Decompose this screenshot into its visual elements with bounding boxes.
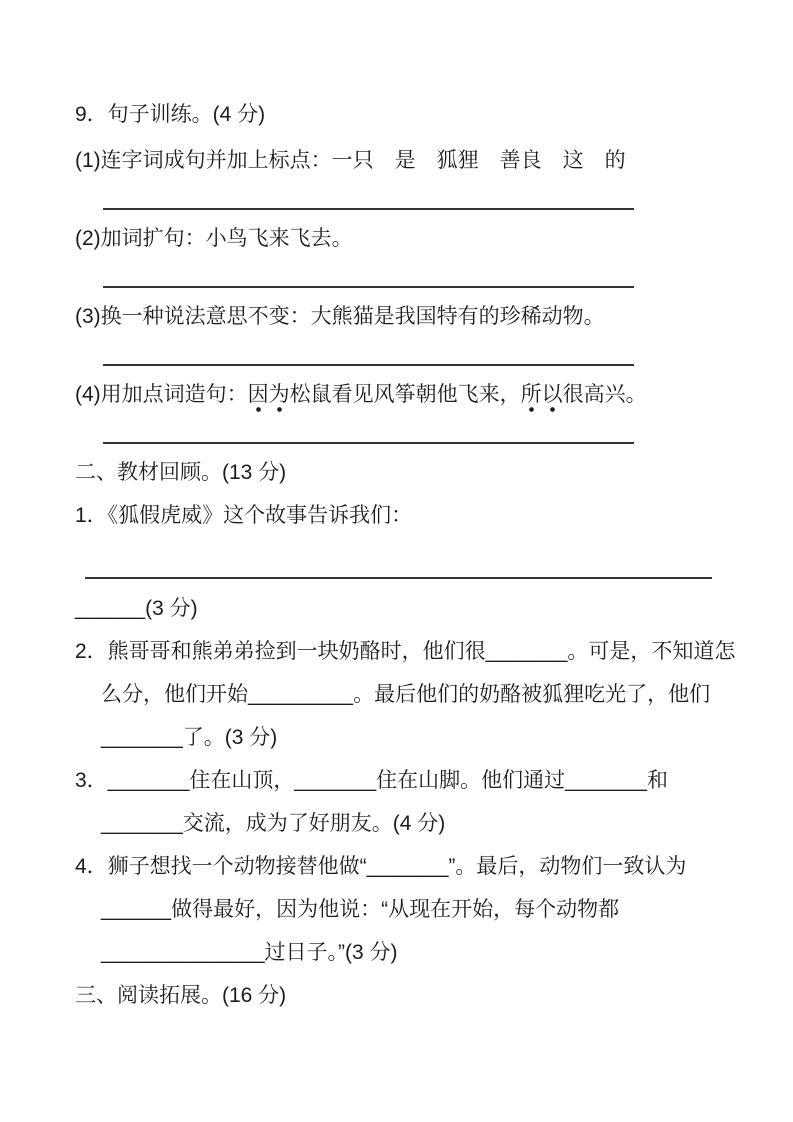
item-4-emphasized-word-2: 所以 bbox=[521, 383, 563, 412]
item-4-prefix: (4)用加点词造句： bbox=[75, 383, 248, 406]
question-9-item-1: (1)连字词成句并加上标点：一只 是 狐狸 善良 这 的 bbox=[75, 149, 626, 172]
item-4-middle-text: 松鼠看见风筝朝他飞来， bbox=[289, 383, 521, 406]
answer-line-3 bbox=[103, 364, 634, 366]
answer-line-1 bbox=[103, 208, 634, 210]
section-2-question-2: 2．熊哥哥和熊弟弟捡到一块奶酪时，他们很_______。可是，不知道怎么分，他们开始_________。最后他们的奶酪被狐狸吃光了，他们_______了。(3 分) bbox=[75, 640, 736, 749]
section-2-heading: 二、教材回顾。(13 分) bbox=[75, 461, 287, 484]
question-9-heading: 9．句子训练。(4 分) bbox=[75, 103, 266, 126]
question-9-item-2: (2)加词扩句：小鸟飞来飞去。 bbox=[75, 227, 353, 250]
section-2-question-1: 1．《狐假虎威》这个故事告诉我们： bbox=[75, 504, 413, 527]
question-9-item-3: (3)换一种说法意思不变：大熊猫是我国特有的珍稀动物。 bbox=[75, 305, 605, 328]
item-4-emphasized-word-1: 因为 bbox=[248, 383, 290, 412]
answer-line-5 bbox=[85, 577, 712, 579]
item-4-tail-text: 很高兴。 bbox=[562, 383, 647, 406]
section-2-question-4: 4．狮子想找一个动物接替他做“_______”。最后，动物们一致认为______做得最好，因为他说：“从现在开始，每个动物都______________过日子。”(3 分) bbox=[75, 855, 687, 964]
section-3-heading: 三、阅读拓展。(16 分) bbox=[75, 984, 287, 1007]
answer-line-4 bbox=[103, 442, 634, 444]
answer-line-2 bbox=[103, 286, 634, 288]
question-9-item-4 bbox=[75, 373, 738, 416]
section-2-question-1-tail: ______(3 分) bbox=[75, 597, 198, 620]
section-2-question-3: 3．_______住在山顶，_______住在山脚。他们通过_______和_______交流，成为了好朋友。(4 分) bbox=[75, 769, 668, 835]
